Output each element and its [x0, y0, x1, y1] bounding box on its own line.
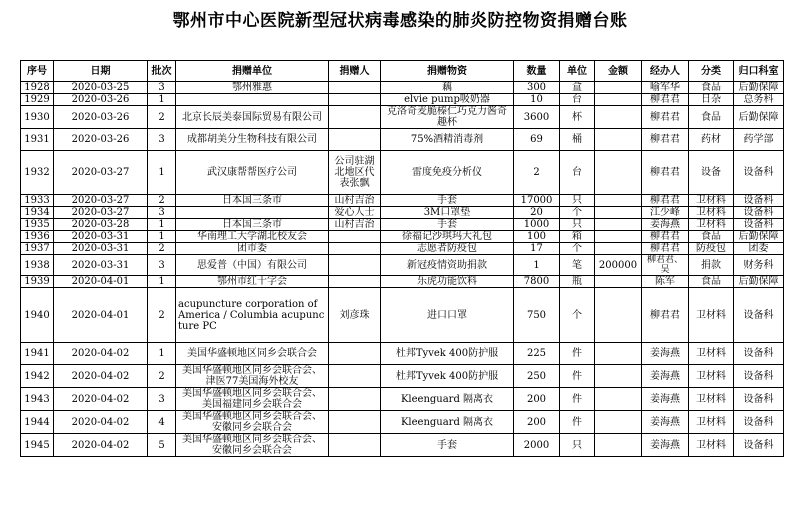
cell-batch: 3	[148, 255, 176, 276]
cell-donor-unit: 鄂州市红十字会	[176, 276, 329, 288]
cell-goods: 进口口罩	[381, 288, 514, 343]
cell-dept: 团委	[734, 243, 784, 255]
cell-batch: 1	[148, 219, 176, 231]
cell-qty: 2000	[514, 434, 560, 457]
cell-qty: 750	[514, 288, 560, 343]
cell-batch: 2	[148, 106, 176, 129]
cell-dept: 后勤保障	[734, 231, 784, 243]
cell-dept: 后勤保障	[734, 82, 784, 94]
cell-date: 2020-03-26	[54, 129, 148, 151]
cell-qty: 1000	[514, 219, 560, 231]
cell-unit: 只	[560, 434, 595, 457]
cell-no: 1936	[21, 231, 54, 243]
cell-goods: 雷度免疫分析仪	[381, 151, 514, 195]
cell-goods: Kleenguard 隔离衣	[381, 411, 514, 434]
cell-donor: 刘彦珠	[329, 288, 381, 343]
cell-donor-unit: 日本国三条市	[176, 195, 329, 207]
cell-date: 2020-03-31	[54, 255, 148, 276]
cell-unit: 个	[560, 243, 595, 255]
cell-amount	[595, 388, 642, 411]
cell-category: 日杂	[689, 94, 734, 106]
cell-qty: 200	[514, 411, 560, 434]
cell-date: 2020-03-28	[54, 219, 148, 231]
cell-goods: 乐虎功能饮料	[381, 276, 514, 288]
cell-dept: 总务科	[734, 94, 784, 106]
cell-qty: 200	[514, 388, 560, 411]
cell-no: 1942	[21, 365, 54, 388]
cell-donor-unit: 美国华盛顿地区同乡会联合会、安徽同乡会联合会	[176, 411, 329, 434]
cell-batch: 3	[148, 388, 176, 411]
cell-handler: 柳君君	[642, 94, 689, 106]
cell-date: 2020-03-27	[54, 195, 148, 207]
cell-qty: 20	[514, 207, 560, 219]
cell-no: 1938	[21, 255, 54, 276]
cell-category: 卫材料	[689, 434, 734, 457]
cell-donor	[329, 231, 381, 243]
cell-qty: 1	[514, 255, 560, 276]
table-row	[21, 434, 784, 457]
cell-batch: 1	[148, 151, 176, 195]
table-row	[21, 255, 784, 276]
cell-category: 卫材料	[689, 207, 734, 219]
cell-goods: 志愿者防疫包	[381, 243, 514, 255]
table-row	[21, 276, 784, 288]
cell-handler: 柳君君	[642, 288, 689, 343]
cell-batch: 5	[148, 434, 176, 457]
cell-donor	[329, 434, 381, 457]
cell-date: 2020-03-26	[54, 94, 148, 106]
cell-unit: 个	[560, 207, 595, 219]
cell-no: 1940	[21, 288, 54, 343]
cell-date: 2020-04-02	[54, 343, 148, 365]
cell-goods: Kleenguard 隔离衣	[381, 388, 514, 411]
cell-batch: 4	[148, 411, 176, 434]
cell-qty: 250	[514, 365, 560, 388]
cell-amount	[595, 343, 642, 365]
cell-donor-unit	[176, 207, 329, 219]
cell-dept: 财务科	[734, 255, 784, 276]
cell-date: 2020-04-01	[54, 288, 148, 343]
cell-date: 2020-03-31	[54, 243, 148, 255]
cell-qty: 2	[514, 151, 560, 195]
cell-date: 2020-04-02	[54, 411, 148, 434]
cell-batch: 3	[148, 207, 176, 219]
cell-dept: 设备科	[734, 343, 784, 365]
cell-donor	[329, 388, 381, 411]
cell-handler: 喻军华	[642, 82, 689, 94]
header-dept: 归口科室	[734, 61, 784, 82]
cell-handler: 江少峰	[642, 207, 689, 219]
cell-goods: 杜邦Tyvek 400防护服	[381, 343, 514, 365]
cell-donor-unit: 美国华盛顿地区同乡会联合会	[176, 343, 329, 365]
cell-goods: 杜邦Tyvek 400防护服	[381, 365, 514, 388]
cell-no: 1937	[21, 243, 54, 255]
cell-handler: 姜海燕	[642, 411, 689, 434]
cell-category: 食品	[689, 82, 734, 94]
cell-dept: 设备科	[734, 219, 784, 231]
cell-unit: 瓶	[560, 276, 595, 288]
cell-qty: 69	[514, 129, 560, 151]
cell-unit: 箱	[560, 231, 595, 243]
cell-unit: 笔	[560, 255, 595, 276]
table-row	[21, 343, 784, 365]
cell-donor-unit: 美国华盛顿地区同乡会联合会、安徽同乡会联合会	[176, 434, 329, 457]
cell-no: 1939	[21, 276, 54, 288]
header-category: 分类	[689, 61, 734, 82]
cell-dept: 设备科	[734, 411, 784, 434]
cell-donor: 公司驻湖北地区代表张飘	[329, 151, 381, 195]
cell-goods: 75%酒精消毒剂	[381, 129, 514, 151]
header-no: 序号	[21, 61, 54, 82]
cell-dept: 后勤保障	[734, 276, 784, 288]
cell-amount	[595, 106, 642, 129]
cell-category: 卫材料	[689, 365, 734, 388]
cell-handler: 姜海燕	[642, 388, 689, 411]
cell-unit: 台	[560, 151, 595, 195]
cell-handler: 柳君君	[642, 106, 689, 129]
cell-amount	[595, 195, 642, 207]
cell-amount	[595, 231, 642, 243]
cell-qty: 225	[514, 343, 560, 365]
cell-dept: 设备科	[734, 365, 784, 388]
cell-date: 2020-04-02	[54, 388, 148, 411]
cell-donor-unit: 团市委	[176, 243, 329, 255]
cell-amount	[595, 129, 642, 151]
cell-batch: 2	[148, 195, 176, 207]
cell-qty: 100	[514, 231, 560, 243]
cell-batch: 3	[148, 129, 176, 151]
cell-donor-unit: 华南理工大学湖北校友会	[176, 231, 329, 243]
cell-goods: elvie pump吸奶器	[381, 94, 514, 106]
cell-donor	[329, 243, 381, 255]
cell-donor-unit: 日本国三条市	[176, 219, 329, 231]
cell-qty: 17	[514, 243, 560, 255]
cell-donor	[329, 255, 381, 276]
cell-category: 卫材料	[689, 288, 734, 343]
cell-amount	[595, 243, 642, 255]
cell-unit: 只	[560, 219, 595, 231]
cell-handler: 姜海燕	[642, 343, 689, 365]
cell-batch: 1	[148, 231, 176, 243]
cell-donor	[329, 82, 381, 94]
cell-amount	[595, 288, 642, 343]
table-row	[21, 219, 784, 231]
cell-date: 2020-04-02	[54, 365, 148, 388]
cell-unit: 个	[560, 288, 595, 343]
cell-qty: 300	[514, 82, 560, 94]
cell-category: 食品	[689, 231, 734, 243]
cell-handler: 姜海燕	[642, 219, 689, 231]
header-goods: 捐赠物资	[381, 61, 514, 82]
cell-amount	[595, 219, 642, 231]
cell-amount	[595, 207, 642, 219]
cell-no: 1932	[21, 151, 54, 195]
header-donor-unit: 捐赠单位	[176, 61, 329, 82]
cell-category: 捐款	[689, 255, 734, 276]
cell-handler: 姜海燕	[642, 365, 689, 388]
cell-no: 1933	[21, 195, 54, 207]
cell-date: 2020-03-27	[54, 207, 148, 219]
cell-category: 食品	[689, 106, 734, 129]
cell-unit: 盒	[560, 82, 595, 94]
cell-donor: 爱心人士	[329, 207, 381, 219]
cell-handler: 姜海燕	[642, 434, 689, 457]
cell-handler: 柳君君	[642, 243, 689, 255]
cell-category: 卫材料	[689, 343, 734, 365]
cell-donor-unit: 思爱普（中国）有限公司	[176, 255, 329, 276]
cell-unit: 只	[560, 195, 595, 207]
cell-amount	[595, 365, 642, 388]
cell-donor	[329, 343, 381, 365]
cell-batch: 2	[148, 365, 176, 388]
cell-dept: 设备科	[734, 288, 784, 343]
table-row	[21, 151, 784, 195]
donation-ledger-table	[20, 60, 784, 457]
cell-no: 1931	[21, 129, 54, 151]
cell-donor: 山村吉治	[329, 219, 381, 231]
cell-date: 2020-04-01	[54, 276, 148, 288]
cell-amount	[595, 276, 642, 288]
header-unit: 单位	[560, 61, 595, 82]
cell-donor-unit	[176, 94, 329, 106]
cell-category: 防疫包	[689, 243, 734, 255]
cell-goods: 3M口罩垫	[381, 207, 514, 219]
cell-amount	[595, 151, 642, 195]
cell-unit: 件	[560, 411, 595, 434]
cell-unit: 桶	[560, 129, 595, 151]
cell-no: 1943	[21, 388, 54, 411]
table-row	[21, 82, 784, 94]
cell-donor: 山村吉治	[329, 195, 381, 207]
cell-amount	[595, 411, 642, 434]
cell-batch: 3	[148, 82, 176, 94]
table-row	[21, 288, 784, 343]
cell-handler: 柳君君	[642, 129, 689, 151]
cell-goods: 徐福记沙琪玛大礼包	[381, 231, 514, 243]
cell-no: 1928	[21, 82, 54, 94]
cell-donor-unit: 北京长辰美泰国际贸易有限公司	[176, 106, 329, 129]
cell-goods: 克洛奇麦脆榛仁巧克力酱奇趣杯	[381, 106, 514, 129]
table-row	[21, 365, 784, 388]
cell-unit: 杯	[560, 106, 595, 129]
table-row	[21, 94, 784, 106]
header-donor: 捐赠人	[329, 61, 381, 82]
cell-date: 2020-03-31	[54, 231, 148, 243]
cell-no: 1934	[21, 207, 54, 219]
cell-unit: 件	[560, 388, 595, 411]
cell-handler: 柳君君	[642, 195, 689, 207]
cell-unit: 台	[560, 94, 595, 106]
cell-dept: 设备科	[734, 151, 784, 195]
header-date: 日期	[54, 61, 148, 82]
header-batch: 批次	[148, 61, 176, 82]
cell-no: 1945	[21, 434, 54, 457]
cell-qty: 10	[514, 94, 560, 106]
cell-handler: 柳君君	[642, 231, 689, 243]
cell-donor	[329, 411, 381, 434]
cell-handler: 陈军	[642, 276, 689, 288]
cell-batch: 2	[148, 288, 176, 343]
table-row	[21, 243, 784, 255]
cell-goods: 手套	[381, 434, 514, 457]
table-row	[21, 411, 784, 434]
cell-category: 卫材料	[689, 219, 734, 231]
cell-donor	[329, 106, 381, 129]
cell-dept: 设备科	[734, 207, 784, 219]
table-row	[21, 231, 784, 243]
cell-donor-unit: 美国华盛顿地区同乡会联合会、津医77美国海外校友	[176, 365, 329, 388]
cell-donor	[329, 365, 381, 388]
cell-category: 设备	[689, 151, 734, 195]
cell-dept: 设备科	[734, 388, 784, 411]
cell-handler: 柳君君、吴	[642, 255, 689, 276]
cell-date: 2020-03-26	[54, 106, 148, 129]
cell-goods: 新冠疫情资助捐款	[381, 255, 514, 276]
cell-dept: 设备科	[734, 195, 784, 207]
cell-batch: 1	[148, 94, 176, 106]
cell-amount	[595, 434, 642, 457]
cell-donor-unit: acupuncture corporation of America / Columbia acupuncture PC	[176, 288, 329, 343]
cell-dept: 后勤保障	[734, 106, 784, 129]
cell-date: 2020-03-27	[54, 151, 148, 195]
cell-donor-unit: 鄂州雅惠	[176, 82, 329, 94]
cell-qty: 17000	[514, 195, 560, 207]
cell-amount: 200000	[595, 255, 642, 276]
table-row	[21, 106, 784, 129]
cell-donor-unit: 美国华盛顿地区同乡会联合会、美国福建同乡会联合会	[176, 388, 329, 411]
table-row	[21, 129, 784, 151]
header-amount: 金额	[595, 61, 642, 82]
cell-date: 2020-04-02	[54, 434, 148, 457]
cell-unit: 件	[560, 365, 595, 388]
table-row	[21, 195, 784, 207]
cell-goods: 藕	[381, 82, 514, 94]
cell-batch: 1	[148, 276, 176, 288]
header-handler: 经办人	[642, 61, 689, 82]
cell-category: 卫材料	[689, 195, 734, 207]
cell-goods: 手套	[381, 195, 514, 207]
cell-donor	[329, 276, 381, 288]
cell-category: 卫材料	[689, 411, 734, 434]
cell-qty: 3600	[514, 106, 560, 129]
table-row	[21, 207, 784, 219]
cell-batch: 2	[148, 243, 176, 255]
cell-dept: 设备科	[734, 434, 784, 457]
table-body	[21, 82, 784, 457]
cell-donor-unit: 成都胡美分生物科技有限公司	[176, 129, 329, 151]
table-header-row	[21, 61, 784, 82]
cell-unit: 件	[560, 343, 595, 365]
cell-donor	[329, 129, 381, 151]
cell-no: 1929	[21, 94, 54, 106]
cell-no: 1941	[21, 343, 54, 365]
header-qty: 数量	[514, 61, 560, 82]
cell-dept: 药学部	[734, 129, 784, 151]
cell-qty: 7800	[514, 276, 560, 288]
cell-category: 卫材料	[689, 388, 734, 411]
cell-handler: 柳君君	[642, 151, 689, 195]
cell-date: 2020-03-25	[54, 82, 148, 94]
cell-category: 食品	[689, 276, 734, 288]
cell-batch: 1	[148, 343, 176, 365]
cell-amount	[595, 94, 642, 106]
cell-goods: 手套	[381, 219, 514, 231]
cell-no: 1944	[21, 411, 54, 434]
page-title: 鄂州市中心医院新型冠状病毒感染的肺炎防控物资捐赠台账	[172, 11, 628, 31]
cell-no: 1935	[21, 219, 54, 231]
cell-no: 1930	[21, 106, 54, 129]
cell-donor-unit: 武汉康帮帮医疗公司	[176, 151, 329, 195]
cell-donor	[329, 94, 381, 106]
table-row	[21, 388, 784, 411]
cell-amount	[595, 82, 642, 94]
cell-category: 药材	[689, 129, 734, 151]
